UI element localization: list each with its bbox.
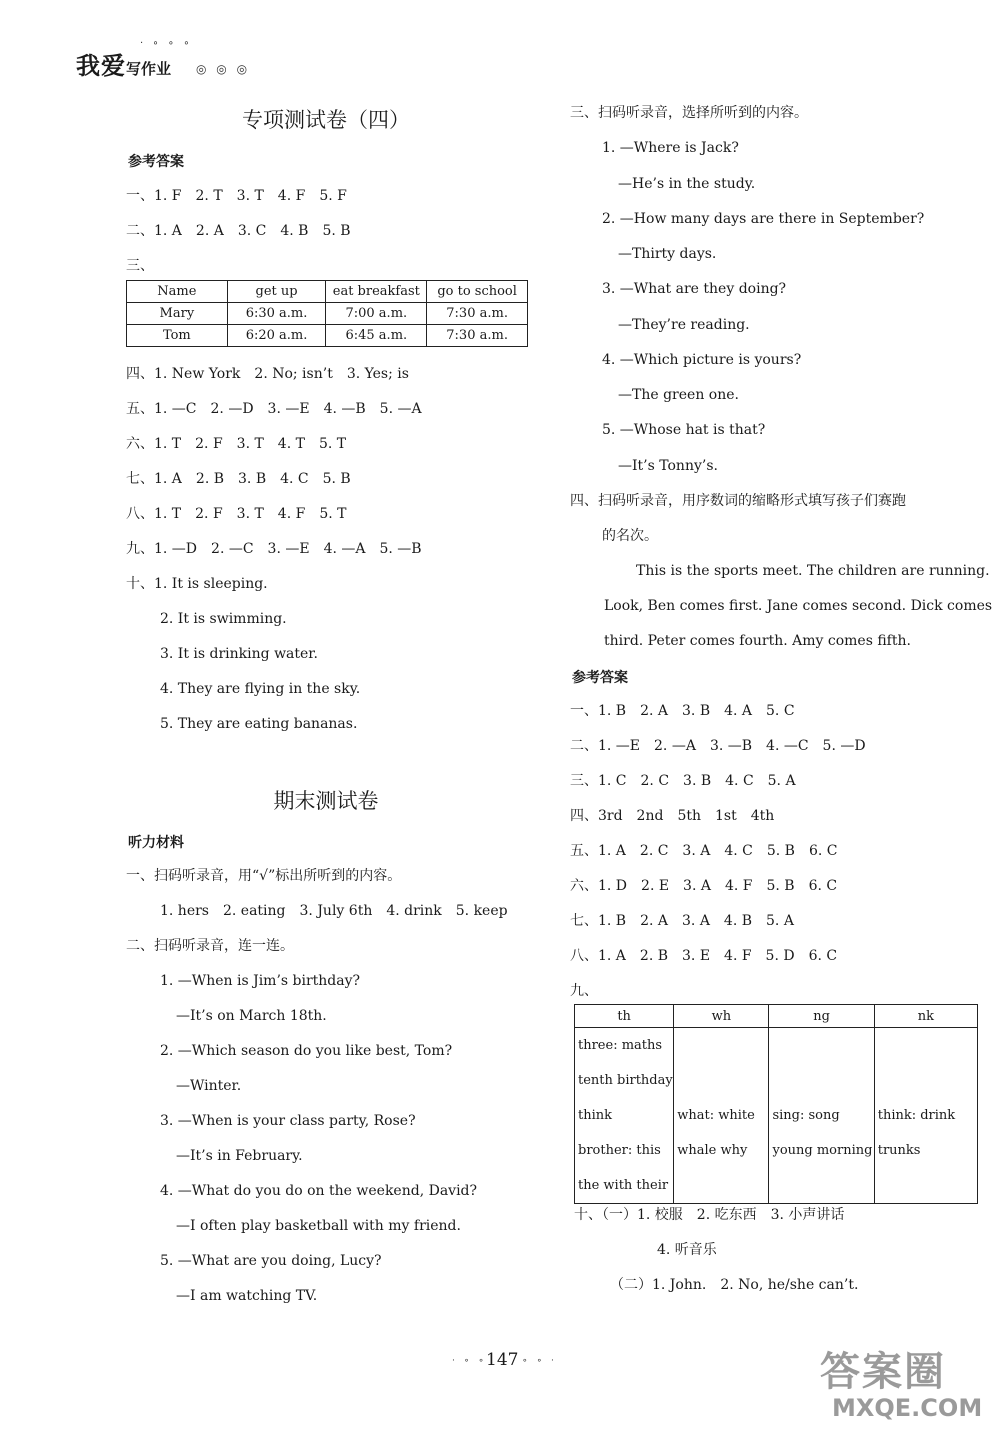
dialog-line: —Thirty days.: [618, 246, 717, 262]
passage-line: third. Peter comes fourth. Amy comes fifth.: [604, 633, 911, 649]
answer-line: 三、1. C 2. C 3. B 4. C 5. A: [570, 773, 796, 789]
answer-line: 七、1. A 2. B 3. B 4. C 5. B: [126, 471, 351, 487]
dialog-line: 2. —Which season do you like best, Tom?: [160, 1043, 453, 1059]
question-line: 一、扫码听录音，用“√”标出所听到的内容。: [126, 868, 402, 884]
answer-line: 4. They are flying in the sky.: [160, 681, 361, 697]
list-item: tenth birthday: [578, 1073, 673, 1088]
dialog-line: 1. —Where is Jack?: [602, 140, 739, 156]
list-item: trunks: [877, 1143, 921, 1158]
answer-line: 三、: [126, 258, 154, 274]
list-item: whale why: [677, 1143, 748, 1158]
table-row: [127, 303, 528, 325]
table-header: get up: [227, 281, 326, 303]
table-row: [127, 325, 528, 347]
brand-logo: [76, 46, 171, 81]
ng-cell: [769, 1028, 874, 1204]
page-number: 147: [486, 1350, 519, 1370]
brand-dots-icon: · ∘ ∘ ∘: [140, 38, 193, 49]
list-item: brother: this: [578, 1143, 661, 1158]
table-header: nk: [874, 1005, 977, 1028]
answer-line: 九、1. —D 2. —C 3. —E 4. —A 5. —B: [126, 541, 422, 557]
table-cell: 6:30 a.m.: [227, 303, 326, 325]
table-cell: 6:20 a.m.: [227, 325, 326, 347]
list-item: think: drink: [877, 1108, 956, 1123]
answers-label: 参考答案: [128, 154, 184, 170]
answer-line: 4. 听音乐: [657, 1242, 717, 1258]
brand-big: 我爱: [76, 52, 126, 80]
dialog-line: —They’re reading.: [618, 317, 750, 333]
list-item: the with their: [578, 1178, 669, 1193]
answer-line: 十、（一）1. 校服 2. 吃东西 3. 小声讲话: [574, 1207, 845, 1223]
dialog-line: 5. —Whose hat is that?: [602, 422, 766, 438]
dialog-line: —He’s in the study.: [618, 176, 756, 192]
dialog-line: —The green one.: [618, 387, 739, 403]
dialog-line: 3. —What are they doing?: [602, 281, 787, 297]
dialog-line: 4. —Which picture is yours?: [602, 352, 802, 368]
th-cell: [575, 1028, 674, 1204]
answer-line: 六、1. T 2. F 3. T 4. T 5. T: [126, 436, 347, 452]
list-item: sing: song: [772, 1108, 840, 1123]
table-header: ng: [769, 1005, 874, 1028]
schedule-table: [126, 280, 528, 347]
brand-small: 写作业: [126, 60, 172, 78]
answer-line: 五、1. —C 2. —D 3. —E 4. —B 5. —A: [126, 401, 422, 417]
answer-line: 二、1. —E 2. —A 3. —B 4. —C 5. —D: [570, 738, 866, 754]
answer-line: 5. They are eating bananas.: [160, 716, 358, 732]
table-row: [575, 1028, 978, 1204]
wh-cell: [674, 1028, 769, 1204]
dialog-line: 1. —When is Jim’s birthday?: [160, 973, 361, 989]
answer-line: 一、1. F 2. T 3. T 4. F 5. F: [126, 188, 347, 204]
dialog-line: —I often play basketball with my friend.: [176, 1218, 461, 1234]
dialog-line: —Winter.: [176, 1078, 242, 1094]
list-item: young morning: [772, 1143, 873, 1158]
brand-dots-icon: ◎ ◎ ◎: [196, 62, 251, 76]
list-item: three: maths: [578, 1038, 663, 1053]
dialog-line: —It’s in February.: [176, 1148, 303, 1164]
table-header: th: [575, 1005, 674, 1028]
section-title: 期末测试卷: [273, 789, 379, 813]
watermark-logo: 答案圈: [820, 1349, 946, 1395]
answer-line: 十、1. It is sleeping.: [126, 576, 268, 592]
table-header: Name: [127, 281, 228, 303]
answer-line: （二）1. John. 2. No, he/she can’t.: [610, 1277, 859, 1293]
answer-line: 五、1. A 2. C 3. A 4. C 5. B 6. C: [570, 843, 838, 859]
answer-line: 四、1. New York 2. No; isn’t 3. Yes; is: [126, 366, 409, 382]
answer-line: 六、1. D 2. E 3. A 4. F 5. B 6. C: [570, 878, 838, 894]
watermark-url: MXQE.COM: [832, 1394, 983, 1422]
dialog-line: 5. —What are you doing, Lucy?: [160, 1253, 382, 1269]
answers-label: 参考答案: [572, 670, 628, 686]
passage-line: Look, Ben comes first. Jane comes second. Dick comes: [604, 598, 993, 614]
question-line: 三、扫码听录音，选择所听到的内容。: [570, 105, 808, 121]
dialog-line: —It’s Tonny’s.: [618, 458, 718, 474]
question-line: 四、扫码听录音，用序数词的缩略形式填写孩子们赛跑: [570, 493, 906, 509]
list-item: what: white: [677, 1108, 755, 1123]
answer-line: 四、3rd 2nd 5th 1st 4th: [570, 808, 775, 824]
nk-cell: [874, 1028, 977, 1204]
table-cell: 6:45 a.m.: [326, 325, 427, 347]
answer-line: 八、1. A 2. B 3. E 4. F 5. D 6. C: [570, 948, 838, 964]
dialog-line: 3. —When is your class party, Rose?: [160, 1113, 416, 1129]
table-cell: 7:30 a.m.: [427, 303, 528, 325]
answer-line: 一、1. B 2. A 3. B 4. A 5. C: [570, 703, 795, 719]
answer-line: 1. hers 2. eating 3. July 6th 4. drink 5. keep: [160, 903, 508, 919]
answer-line: 八、1. T 2. F 3. T 4. F 5. T: [126, 506, 347, 522]
table-cell: Tom: [127, 325, 228, 347]
table-cell: 7:30 a.m.: [427, 325, 528, 347]
table-header-row: [575, 1005, 978, 1028]
list-item: think: [578, 1108, 613, 1123]
answer-line: 2. It is swimming.: [160, 611, 287, 627]
table-cell: Mary: [127, 303, 228, 325]
passage-line: This is the sports meet. The children are running.: [636, 563, 990, 579]
question-line: 的名次。: [602, 528, 658, 544]
footer-dots-icon: ∘ ∘ ·: [522, 1356, 557, 1366]
phonics-table: [574, 1004, 978, 1204]
answer-line: 3. It is drinking water.: [160, 646, 318, 662]
footer-dots-icon: · ∘ ∘: [452, 1356, 487, 1366]
answer-line: 九、: [570, 983, 598, 999]
table-header: go to school: [427, 281, 528, 303]
listening-label: 听力材料: [128, 835, 184, 851]
dialog-line: —I am watching TV.: [176, 1288, 318, 1304]
section-title: 专项测试卷（四）: [242, 108, 410, 132]
dialog-line: 2. —How many days are there in September?: [602, 211, 925, 227]
question-line: 二、扫码听录音，连一连。: [126, 938, 294, 954]
dialog-line: —It’s on March 18th.: [176, 1008, 327, 1024]
answer-line: 七、1. B 2. A 3. A 4. B 5. A: [570, 913, 794, 929]
dialog-line: 4. —What do you do on the weekend, David?: [160, 1183, 478, 1199]
table-header: eat breakfast: [326, 281, 427, 303]
table-header-row: [127, 281, 528, 303]
table-header: wh: [674, 1005, 769, 1028]
answer-line: 二、1. A 2. A 3. C 4. B 5. B: [126, 223, 351, 239]
table-cell: 7:00 a.m.: [326, 303, 427, 325]
